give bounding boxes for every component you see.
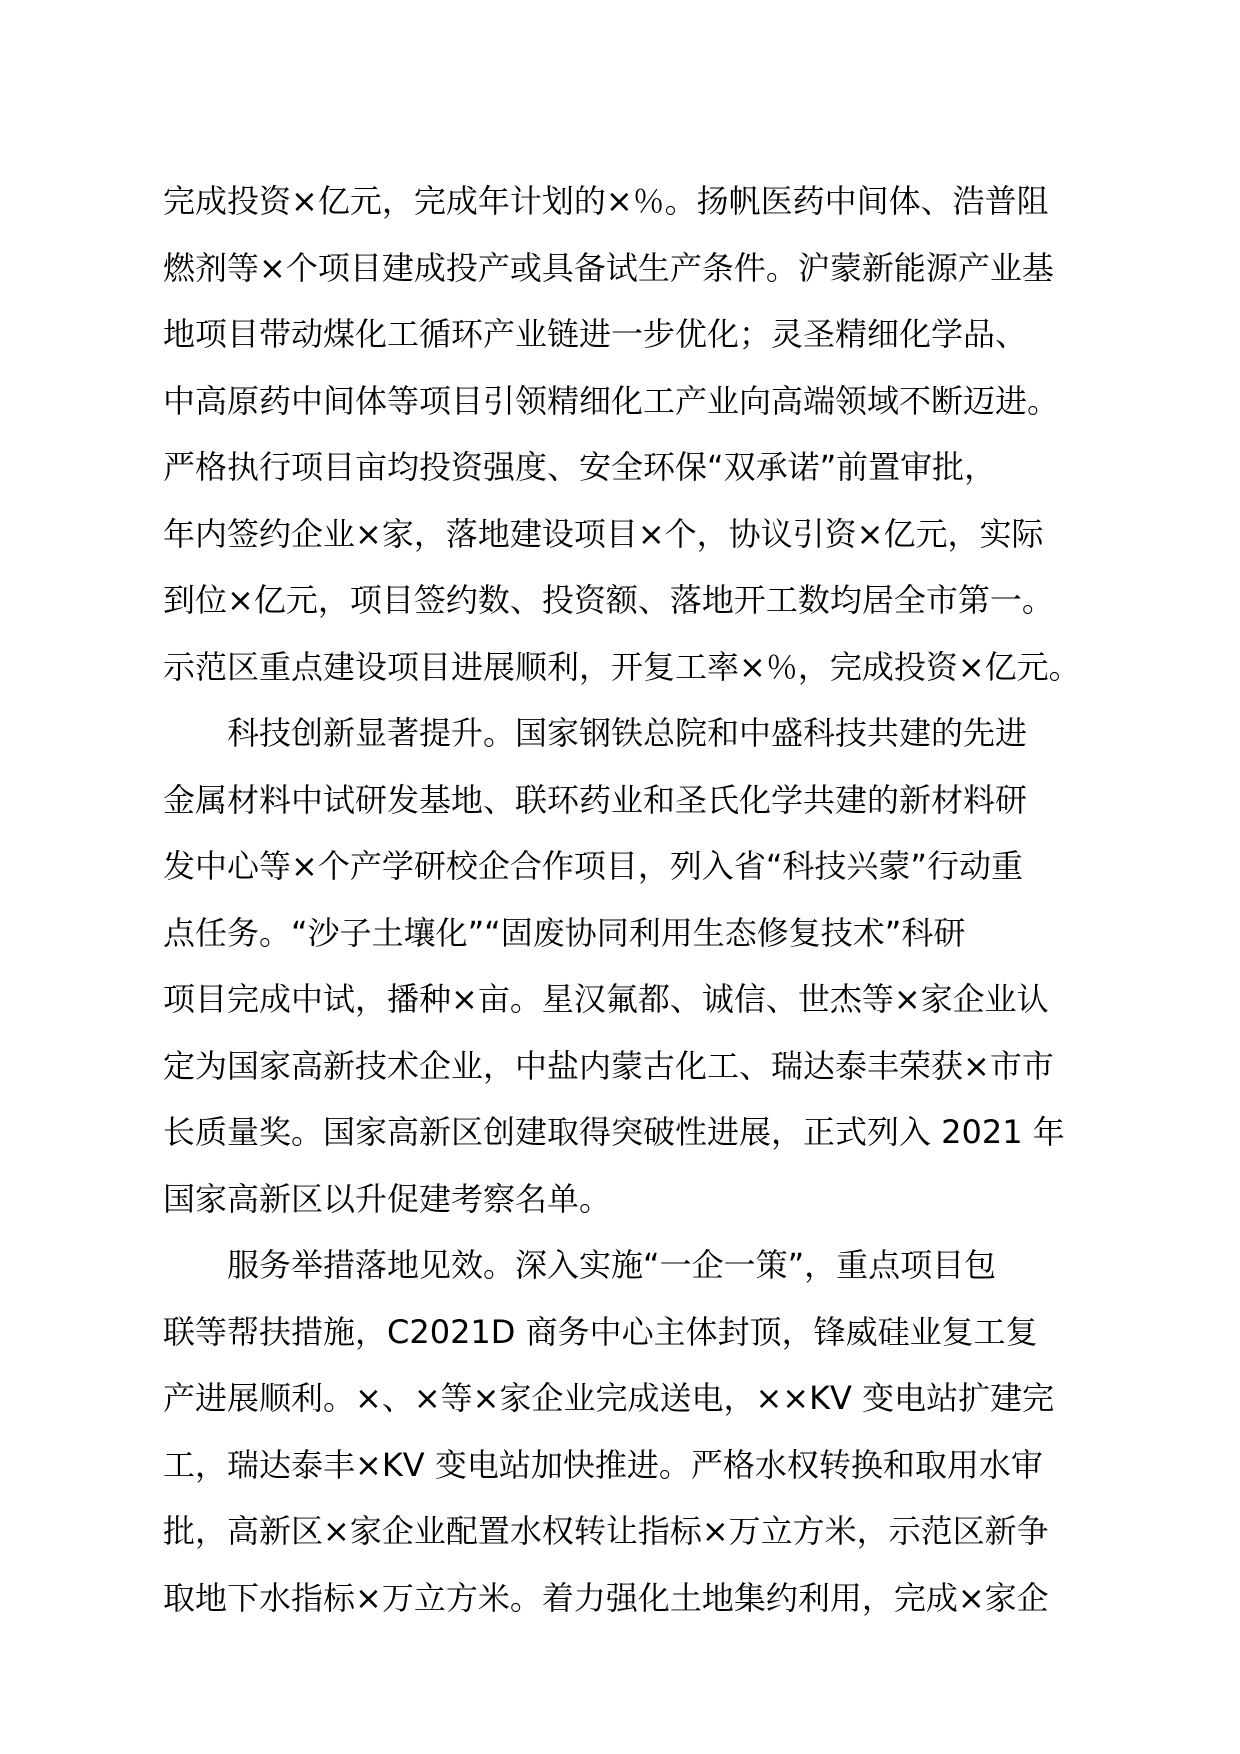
text-line: 取地下水指标×万立方米。着力强化土地集约利用，完成×家企 — [163, 1578, 1049, 1617]
paragraph-first-line: 科技创新显著提升。国家钢铁总院和中盛科技共建的先进 — [227, 714, 1028, 752]
text-line: 联等帮扶措施，C2021D 商务中心主体封顶，锋威硅业复工复 — [163, 1312, 1038, 1351]
text-line: 地项目带动煤化工循环产业链进一步优化；灵圣精细化学品、 — [163, 315, 1028, 353]
text-line: 点任务。“沙子土壤化”“固废协同利用生态修复技术”科研 — [163, 913, 966, 952]
text-line: 金属材料中试研发基地、联环药业和圣氏化学共建的新材料研 — [163, 780, 1028, 819]
body-text — [163, 168, 1103, 1631]
text-line: 示范区重点建设项目进展顺利，开复工率×％，完成投资×亿元。 — [163, 647, 1081, 686]
paragraph-first-line: 服务举措落地见效。深入实施“一企一策”，重点项目包 — [227, 1246, 997, 1284]
text-line: 燃剂等×个项目建成投产或具备试生产条件。沪蒙新能源产业基 — [163, 248, 1054, 287]
text-line: 工，瑞达泰丰×KV 变电站加快推进。严格水权转换和取用水审 — [163, 1445, 1043, 1484]
text-line: 到位×亿元，项目签约数、投资额、落地开工数均居全市第一。 — [163, 581, 1054, 619]
text-line: 项目完成中试，播种×亩。星汉氟都、诚信、世杰等×家企业认 — [163, 980, 1049, 1018]
text-line: 批，高新区×家企业配置水权转让指标×万立方米，示范区新争 — [163, 1512, 1049, 1550]
text-line: 严格执行项目亩均投资强度、安全环保“双承诺”前置审批， — [163, 448, 997, 486]
text-line: 产进展顺利。×、×等×家企业完成送电，××KV 变电站扩建完 — [163, 1379, 1055, 1417]
text-line: 中高原药中间体等项目引领精细化工产业向高端领域不断迈进。 — [163, 381, 1060, 420]
text-line: 长质量奖。国家高新区创建取得突破性进展，正式列入 2021 年 — [163, 1113, 1065, 1151]
text-line: 年内签约企业×家，落地建设项目×个，协议引资×亿元，实际 — [163, 514, 1044, 553]
text-line: 国家高新区以升促建考察名单。 — [163, 1179, 612, 1218]
text-line: 发中心等×个产学研校企合作项目，列入省“科技兴蒙”行动重 — [163, 847, 1023, 885]
text-line: 定为国家高新技术企业，中盐内蒙古化工、瑞达泰丰荣获×市市 — [163, 1046, 1054, 1085]
text-line: 完成投资×亿元，完成年计划的×％。扬帆医药中间体、浩普阻 — [163, 182, 1049, 220]
